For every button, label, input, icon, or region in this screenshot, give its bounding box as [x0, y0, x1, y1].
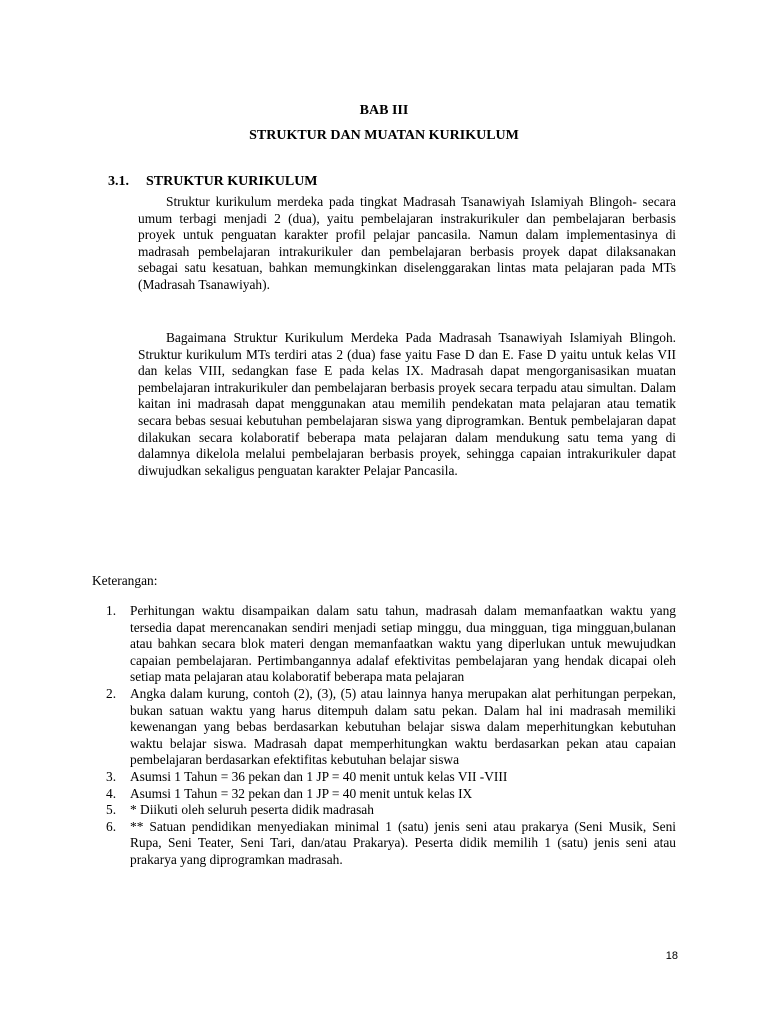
note-item [92, 819, 676, 869]
note-marker: 2. [106, 685, 117, 701]
note-item [92, 786, 676, 803]
section-number: 3.1. [108, 174, 129, 189]
note-marker: 4. [106, 785, 117, 801]
note-text: ** Satuan pendidikan menyediakan minimal 1 (satu) jenis seni atau prakarya (Seni Musik, Seni Rupa, Seni Teater, Seni Tari, dan/atau Prakarya). Peserta didik memilih 1 (satu) jenis seni atau prakarya yang diprogramkan madrasah. [130, 818, 676, 867]
note-item [92, 802, 676, 819]
chapter-title: STRUKTUR DAN MUATAN KURIKULUM [249, 128, 519, 143]
paragraph: Bagaimana Struktur Kurikulum Merdeka Pada Madrasah Tsanawiyah Islamiyah Blingoh. Struktur kurikulum MTs terdiri atas 2 (dua) fase yaitu Fase D dan E. Fase D yaitu untuk kelas VII dan kelas VIII, sedangkan fase E pada kelas IX. Madrasah dapat mengorganisasikan muatan pembelajaran intrakurikuler dan pembelajaran berbasis proyek secara terpadu atau simultan. Dalam kaitan ini madrasah dapat menggunakan atau memilih pendekatan mata pelajaran atau tematik secara bebas sesuai kebutuhan pembelajaran siswa yang diprogramkan. Bentuk pembelajaran dapat dilakukan secara kolaboratif beberapa mata pelajaran dalam mendukung satu tema yang di dalamnya dikelola melalui pembelajaran berbasis proyek, sehingga capaian intrakurikuler dapat diwujudkan sekaligus penguatan karakter Pelajar Pancasila. [138, 330, 676, 478]
note-item [92, 686, 676, 769]
note-text: Asumsi 1 Tahun = 32 pekan dan 1 JP = 40 menit untuk kelas IX [130, 785, 473, 801]
notes-label: Keterangan: [92, 573, 158, 588]
section-heading [108, 173, 318, 191]
note-item [92, 603, 676, 686]
chapter-number: BAB III [359, 103, 409, 118]
note-marker: 3. [106, 768, 117, 784]
note-marker: 5. [106, 802, 117, 818]
notes-list [92, 603, 676, 869]
note-text: Asumsi 1 Tahun = 36 pekan dan 1 JP = 40 menit untuk kelas VII -VIII [130, 768, 508, 784]
note-text: Perhitungan waktu disampaikan dalam satu tahun, madrasah dalam memanfaatkan waktu yang tersedia dapat merencanakan sendiri menjadi setiap minggu, dua mingguan, tiga mingguan,bulanan atau bahkan secara blok materi dengan memanfaatkan waktu yang diperlukan untuk mewujudkan capaian pembelajaran. Pertimbangannya adalaf efektivitas pembelajaran yang hendak dicapai oleh setiap mata pelajaran atau kolaboratif beberapa mata pelajaran [130, 603, 676, 685]
note-text: Angka dalam kurung, contoh (2), (3), (5) atau lainnya hanya merupakan alat perhitungan perpekan, bukan satuan waktu yang harus ditempuh dalam satu pekan. Dalam hal ini madrasah memiliki kewenangan yang bebas berdasarkan kebutuhan belajar siswa dalam meperhitungkan kebutuhan waktu belajar siswa. Madrasah dapat memperhitungkan waktu berdasarkan pekan atau capaian pembelajaran berdasarkan efektifitas kebutuhan belajar siswa [130, 685, 676, 768]
note-text: * Diikuti oleh seluruh peserta didik madrasah [130, 802, 374, 818]
section-title: STRUKTUR KURIKULUM [146, 174, 318, 189]
note-marker: 1. [106, 603, 117, 618]
note-marker: 6. [106, 818, 117, 834]
page-number: 18 [665, 950, 678, 962]
paragraph: Struktur kurikulum merdeka pada tingkat Madrasah Tsanawiyah Islamiyah Blingoh- secara umum terbagi menjadi 2 (dua), yaitu pembelajaran instrakurikuler dan pembelajaran berbasis proyek untuk penguatan karakter profil pelajar pancasila. Namun dalam implementasinya di madrasah pembelajaran intrakurikuler dan pembelajaran berbasis proyek dapat dilaksanakan sebagai satu kesatuan, bahkan memungkinkan diselenggarakan lintas mata pelajaran pada MTs (Madrasah Tsanawiyah). [138, 194, 676, 292]
note-item [92, 769, 676, 786]
